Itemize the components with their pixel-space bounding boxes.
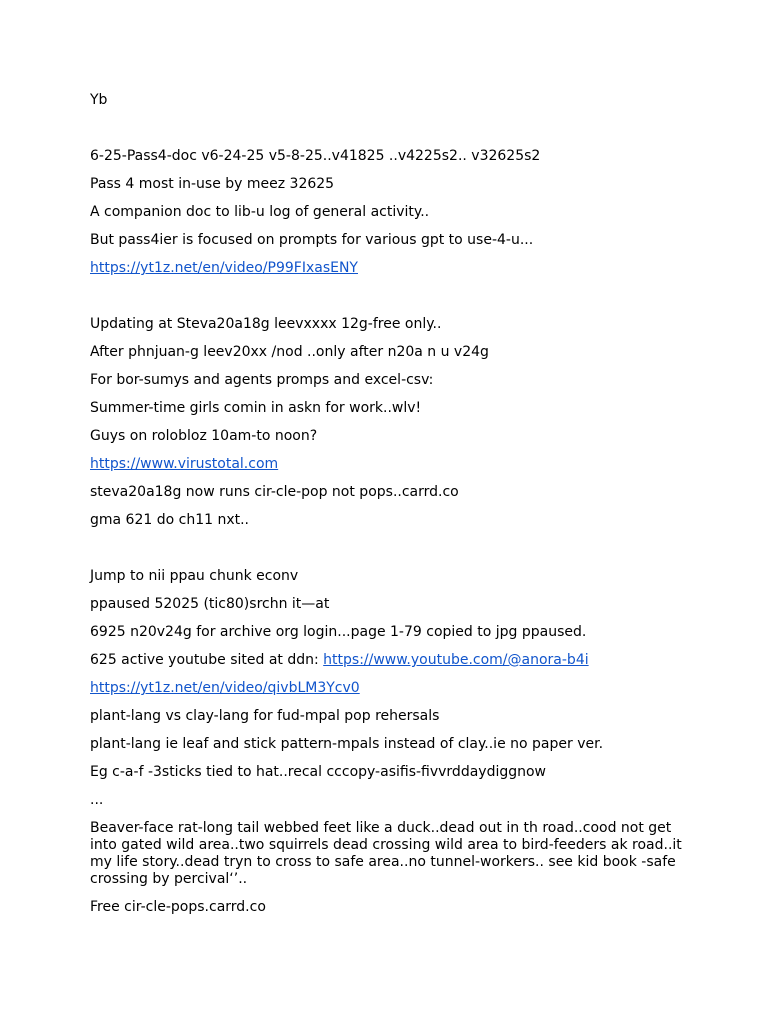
- paragraph-text: Summer-time girls comin in askn for work..wlv!: [90, 400, 422, 416]
- text-paragraph: [90, 232, 690, 249]
- paragraph-text: Free cir-cle-pops.carrd.co: [90, 899, 266, 915]
- text-paragraph: [90, 624, 690, 641]
- text-paragraph: [90, 736, 690, 753]
- text-paragraph: [90, 792, 690, 809]
- text-paragraph: [90, 899, 690, 916]
- text-paragraph: [90, 512, 690, 529]
- paragraph-text: plant-lang vs clay-lang for fud-mpal pop rehersals: [90, 708, 440, 724]
- paragraph-text: gma 621 do ch11 nxt..: [90, 512, 250, 528]
- text-paragraph: [90, 344, 690, 361]
- link-paragraph: [90, 680, 690, 697]
- text-paragraph: [90, 568, 690, 585]
- paragraph-text: Yb: [90, 92, 108, 108]
- text-paragraph: [90, 148, 690, 165]
- text-paragraph: [90, 92, 690, 109]
- blank-line: [90, 288, 690, 305]
- link-paragraph: [90, 456, 690, 473]
- paragraph-text: For bor-sumys and agents promps and excel-csv:: [90, 372, 434, 388]
- paragraph-text: Beaver-face rat-long tail webbed feet like a duck..dead out in th road..cood not get into gated wild area..two squirrels dead crossing wild area to bird-feeders ak road..it my life story..dead tryn to cross to safe area..no tunnel-workers.. see kid book -safe crossing by percival‘’..: [90, 820, 687, 887]
- document-body: [90, 92, 690, 927]
- text-paragraph: [90, 764, 690, 781]
- text-paragraph: [90, 400, 690, 417]
- text-paragraph: [90, 596, 690, 613]
- text-paragraph: [90, 372, 690, 389]
- paragraph-text: Eg c-a-f -3sticks tied to hat..recal cccopy-asifis-fivvrddaydiggnow: [90, 764, 547, 780]
- paragraph-text: plant-lang ie leaf and stick pattern-mpals instead of clay..ie no paper ver.: [90, 736, 604, 752]
- paragraph-text: Jump to nii ppau chunk econv: [90, 568, 299, 584]
- hyperlink[interactable]: https://yt1z.net/en/video/qivbLM3Ycv0: [90, 680, 360, 696]
- paragraph-text: A companion doc to lib-u log of general activity..: [90, 204, 430, 220]
- paragraph-text: 6925 n20v24g for archive org login...page 1-79 copied to jpg ppaused.: [90, 624, 587, 640]
- link-paragraph: [90, 260, 690, 277]
- paragraph-text: But pass4ier is focused on prompts for various gpt to use-4-u...: [90, 232, 534, 248]
- hyperlink[interactable]: https://yt1z.net/en/video/P99FIxasENY: [90, 260, 358, 276]
- paragraph-text: ...: [90, 792, 104, 808]
- text-paragraph: [90, 316, 690, 333]
- paragraph-text: Updating at Steva20a18g leevxxxx 12g-free only..: [90, 316, 442, 332]
- hyperlink[interactable]: https://www.virustotal.com: [90, 456, 279, 472]
- text-paragraph: [90, 652, 690, 669]
- paragraph-text: Guys on rolobloz 10am-to noon?: [90, 428, 318, 444]
- paragraph-text: After phnjuan-g leev20xx /nod ..only after n20a n u v24g: [90, 344, 489, 360]
- paragraph-text: Pass 4 most in-use by meez 32625: [90, 176, 335, 192]
- text-paragraph: [90, 820, 690, 888]
- text-paragraph: [90, 176, 690, 193]
- text-paragraph: [90, 708, 690, 725]
- hyperlink[interactable]: https://www.youtube.com/@anora-b4i: [323, 652, 589, 668]
- text-paragraph: [90, 204, 690, 221]
- paragraph-text: ppaused 52025 (tic80)srchn it—at: [90, 596, 330, 612]
- blank-line: [90, 120, 690, 137]
- blank-line: [90, 540, 690, 557]
- text-paragraph: [90, 428, 690, 445]
- paragraph-text: steva20a18g now runs cir-cle-pop not pops..carrd.co: [90, 484, 459, 500]
- paragraph-text: 625 active youtube sited at ddn:: [90, 652, 324, 668]
- text-paragraph: [90, 484, 690, 501]
- paragraph-text: 6-25-Pass4-doc v6-24-25 v5-8-25..v41825 ..v4225s2.. v32625s2: [90, 148, 541, 164]
